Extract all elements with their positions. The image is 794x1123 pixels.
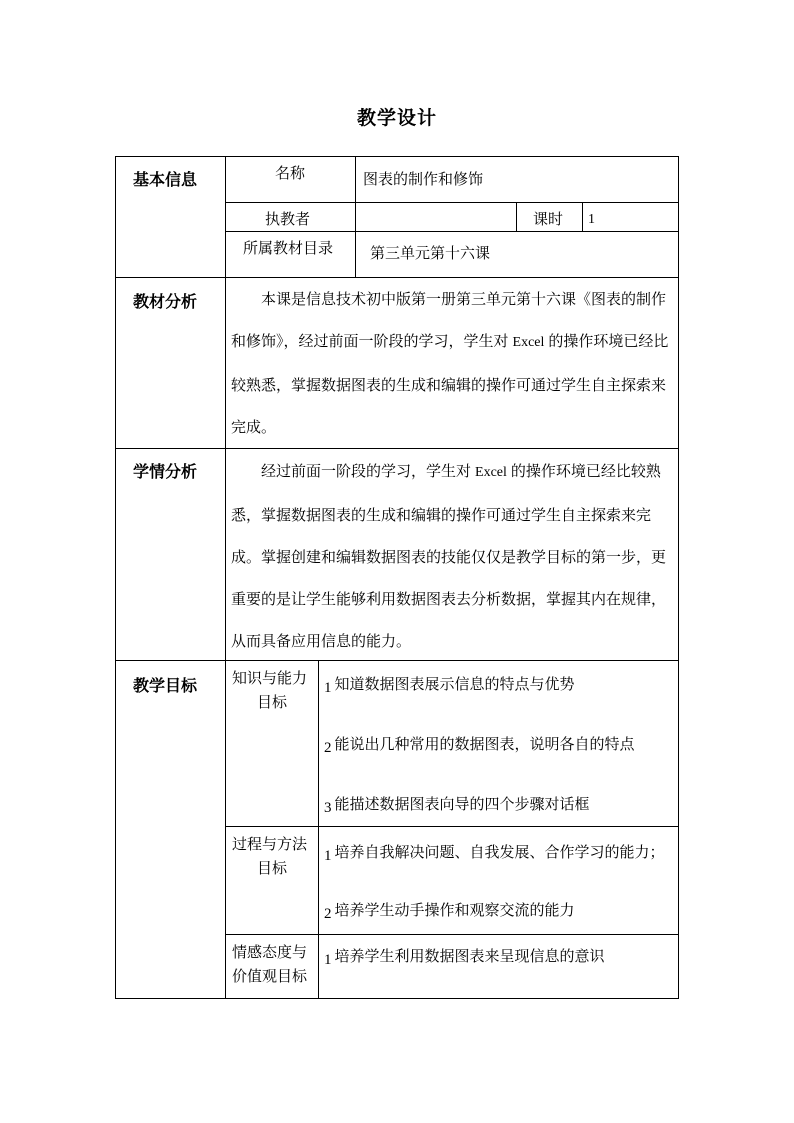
attitude-values-label-line2: 价值观目标 <box>232 967 308 985</box>
period-label: 课时 <box>533 210 564 228</box>
material-analysis-text: 本课是信息技术初中版第一册第三单元第十六课《图表的制作和修饰》，经过前面一阶段的学习，学生对 Excel 的操作环境已经比较熟悉，掌握数据图表的生成和编辑的操作可通过学生自主探索来完成。 <box>231 290 669 436</box>
knowledge-ability-label-line1: 知识与能力 <box>232 669 308 687</box>
catalog-value: 第三单元第十六课 <box>370 244 491 262</box>
objective-item: 1 培养自我解决问题、自我发展、合作学习的能力； <box>324 843 665 864</box>
process-method-label-line1: 过程与方法 <box>232 835 308 853</box>
name-label: 名称 <box>275 164 306 182</box>
teacher-label: 执教者 <box>265 210 311 228</box>
objective-item: 2 能说出几种常用的数据图表，说明各自的特点 <box>324 735 635 756</box>
name-value: 图表的制作和修饰 <box>363 170 484 188</box>
objectives-heading: 教学目标 <box>133 676 198 695</box>
learner-analysis-heading: 学情分析 <box>133 462 198 481</box>
knowledge-ability-label-line2: 目标 <box>257 693 288 711</box>
objective-item: 3 能描述数据图表向导的四个步骤对话框 <box>324 795 590 816</box>
period-value: 1 <box>588 212 595 227</box>
material-analysis-heading: 教材分析 <box>133 292 198 311</box>
catalog-label: 所属教材目录 <box>243 239 334 257</box>
learner-analysis-text: 经过前面一阶段的学习，学生对 Excel 的操作环境已经比较熟悉，掌握数据图表的生成和编辑的操作可通过学生自主探索来完成。掌握创建和编辑数据图表的技能仅仅是教学目标的第一步，更重要的是让学生能够利用数据图表去分析数据，掌握其内在规律，从而具备应用信息的能力。 <box>231 462 667 650</box>
attitude-values-label-line1: 情感态度与 <box>232 943 308 961</box>
objective-item: 1 培养学生利用数据图表来呈现信息的意识 <box>324 947 605 968</box>
basic-info-heading: 基本信息 <box>133 170 198 189</box>
process-method-label-line2: 目标 <box>257 859 288 877</box>
objective-item: 1 知道数据图表展示信息的特点与优势 <box>324 675 575 696</box>
page-title: 教学设计 <box>356 107 437 129</box>
objective-item: 2 培养学生动手操作和观察交流的能力 <box>324 901 575 922</box>
